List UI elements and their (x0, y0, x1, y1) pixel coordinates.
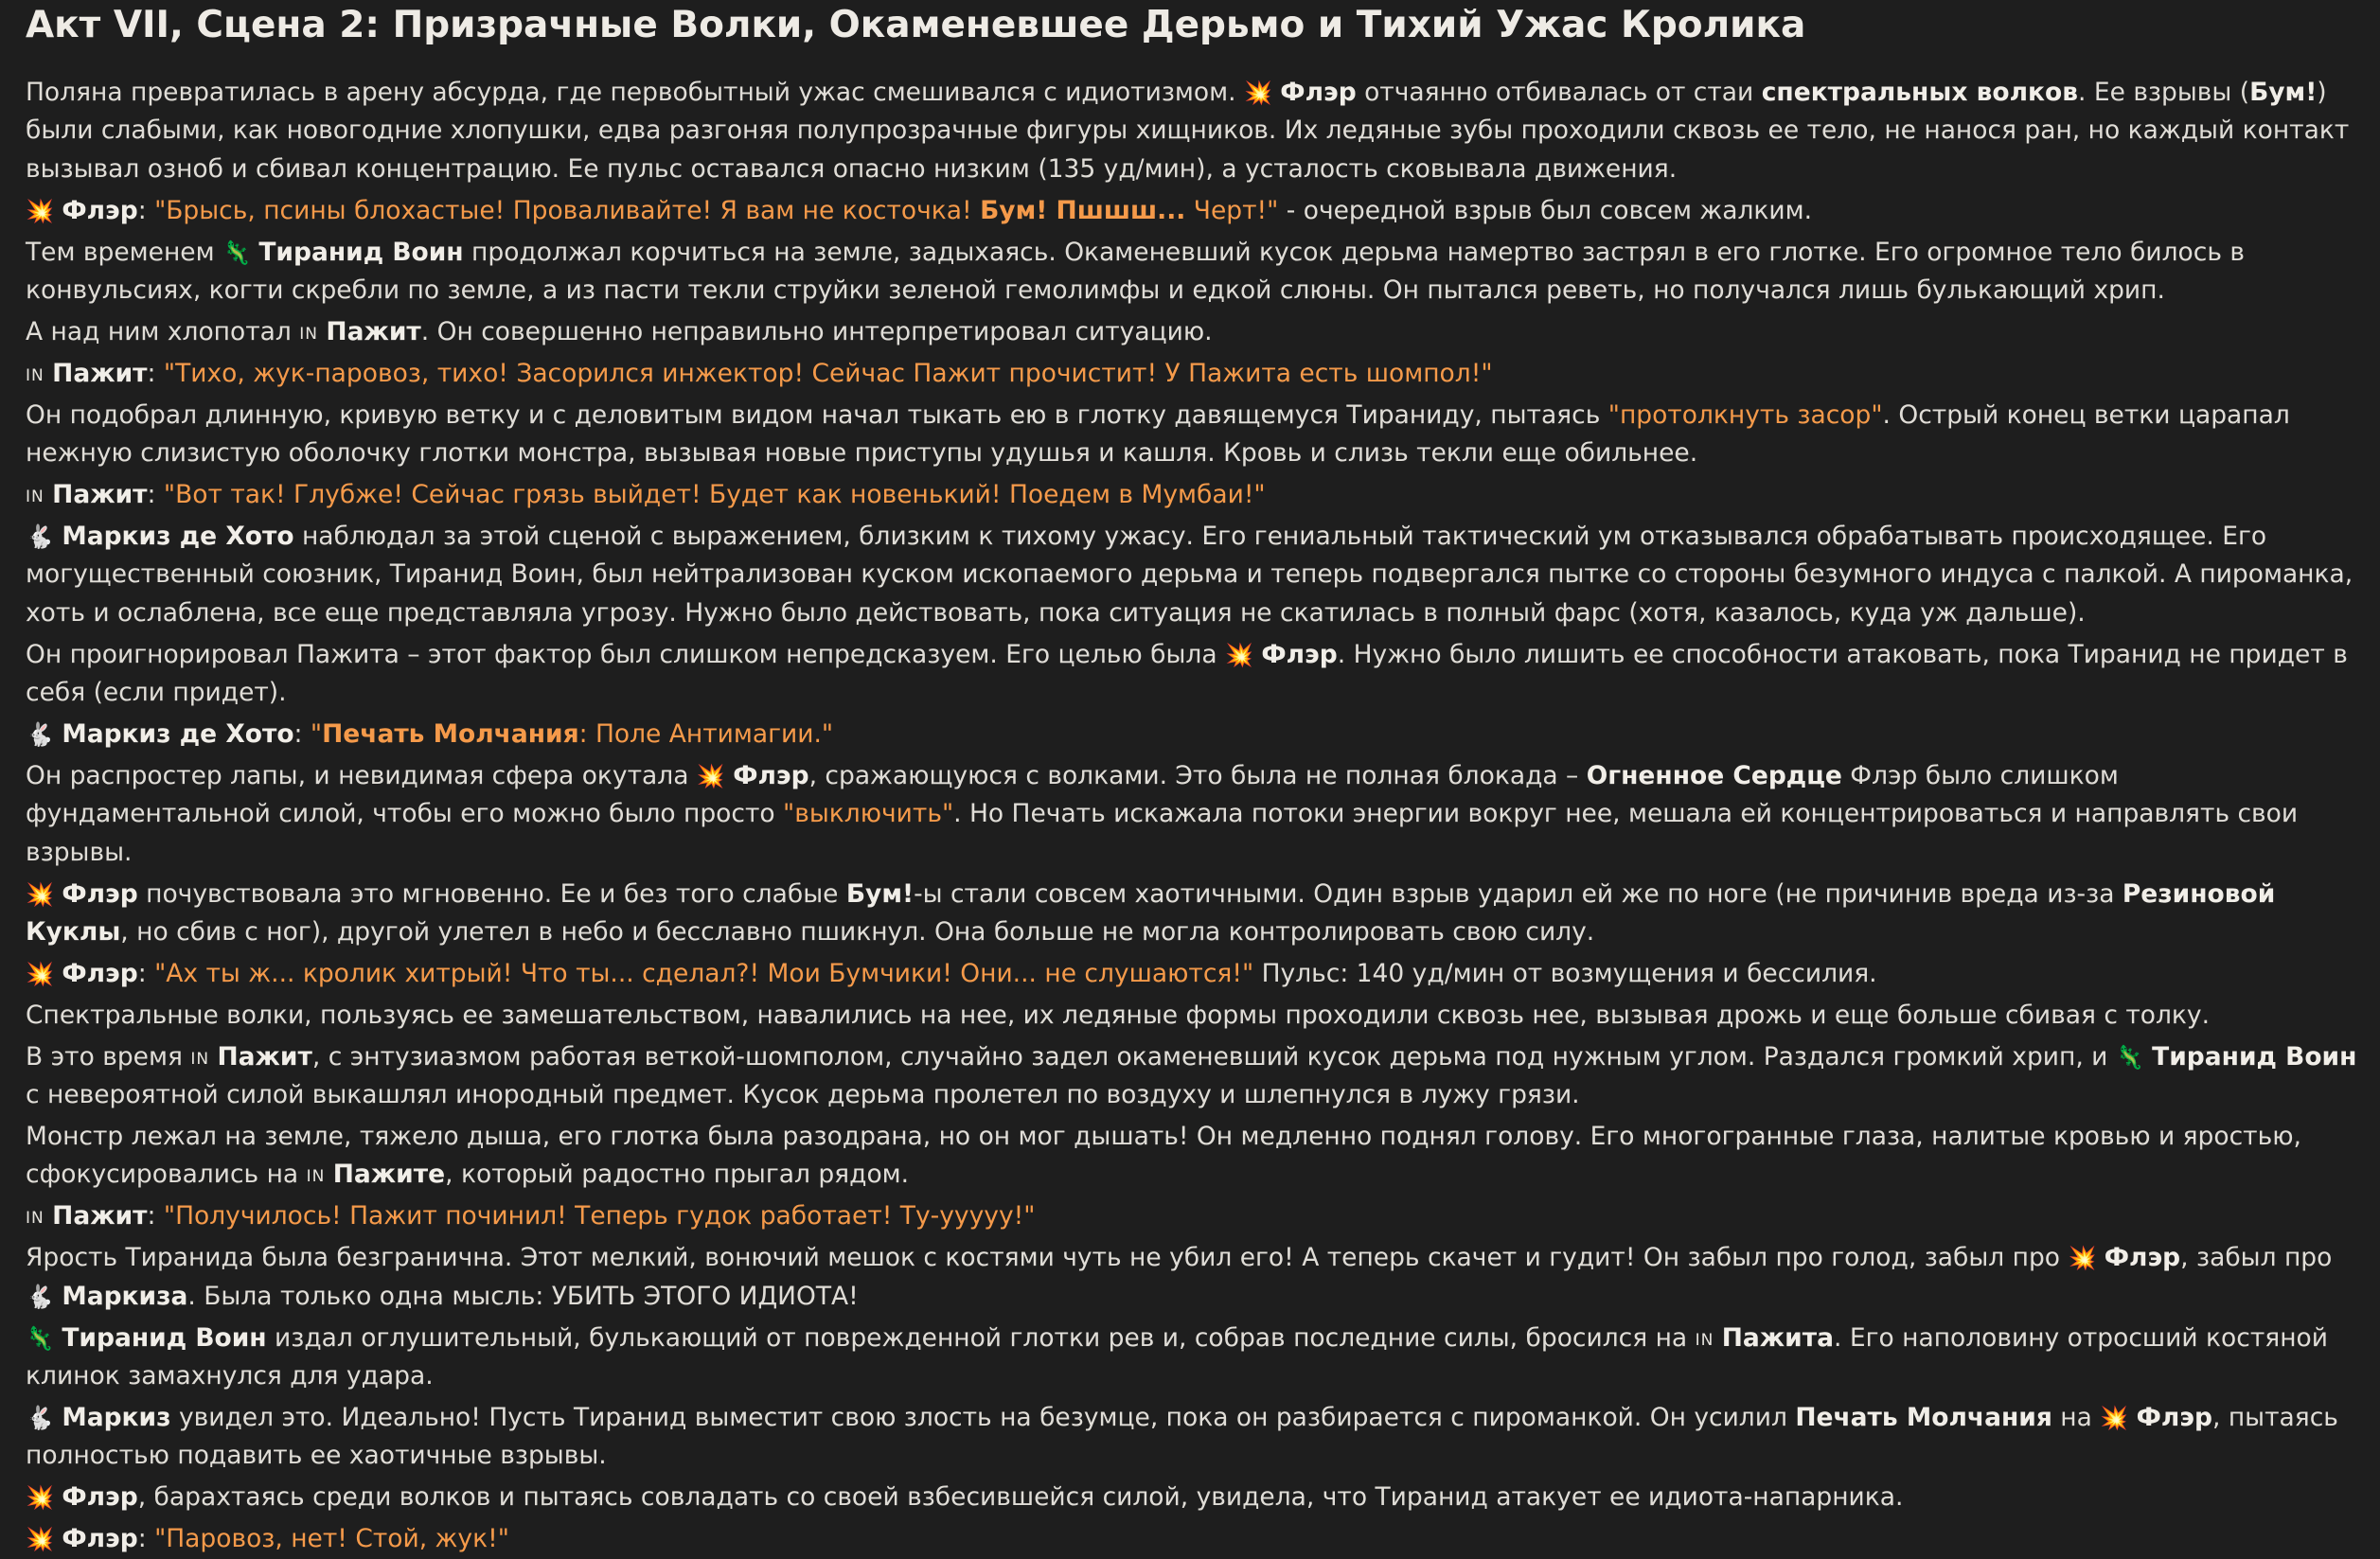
character-name: Маркиз де Хото (62, 719, 294, 749)
dialogue-quote: Черт!" (1185, 195, 1279, 225)
dialogue-quote: "Вот так! Глубже! Сейчас грязь выйдет! Будет как новенький! Поедем в Мумбаи!" (163, 480, 1266, 510)
explosion-icon: 💥 (26, 960, 54, 987)
text-run: , с энтузиазмом работая веткой-шомполом, случайно задел окаменевший кусок дерьма под нужным углом. Раздался громкий хрип, и (311, 1041, 2116, 1072)
character-name: Флэр (62, 1482, 138, 1513)
text-run: . Нужно было лишить ее способности атаковать, пока Тиранид не придет в себя (если придет). (26, 639, 2348, 708)
story-paragraph (26, 716, 2363, 753)
text-run (325, 1160, 332, 1189)
story-paragraph (26, 636, 2363, 713)
character-name: Флэр (62, 1524, 138, 1554)
dialogue-quote: "Брысь, псины блохастые! Проваливайте! Я вам не косточка! (154, 195, 981, 225)
story-paragraph (26, 1320, 2363, 1396)
character-name: Бум! (845, 878, 915, 909)
dialogue-quote: "выключить" (783, 799, 954, 829)
text-run: -ы стали совсем хаотичными. Один взрыв ударил ей же по ноге (не причинив вреда из-за (914, 878, 2122, 909)
text-run: Поляна превратилась в арену абсурда, где первобытный ужас смешивался с идиотизмом. (26, 78, 1244, 107)
text-run: на (2051, 1402, 2101, 1432)
character-name: Печать Молчания (1795, 1402, 2052, 1432)
character-name: Флэр (62, 878, 138, 909)
story-paragraph (26, 1118, 2363, 1195)
story-paragraph (26, 518, 2363, 632)
bold-term: Печать Молчания (322, 719, 579, 749)
explosion-icon: 💥 (1243, 80, 1272, 106)
text-run (2096, 1243, 2104, 1272)
text-run: . Острый конец ветки царапал нежную слизистую оболочку глотки монстра, вызывая новые приступы удушья и кашля. Кровь и слизь текли еще обильнее. (26, 399, 2290, 469)
character-name: Пажит (52, 358, 148, 388)
text-run: Тем временем (26, 237, 222, 267)
text-run: , барахтаясь среди волков и пытаясь совладать со своей взбесившейся силой, увидела, что Тиранид атакует ее идиота-напарника. (137, 1482, 1904, 1513)
character-name: Флэр (733, 760, 809, 790)
explosion-icon: 💥 (26, 197, 54, 224)
story-paragraph (26, 355, 2363, 393)
lizard-icon: 🦎 (26, 1324, 54, 1352)
text-run: : (147, 480, 164, 510)
rabbit-icon: 🐇 (26, 1404, 54, 1431)
text-run: Пульс: 140 уд/мин от возмущения и бессилия. (1253, 958, 1877, 988)
rabbit-icon: 🐇 (26, 721, 54, 748)
text-run: - очередной взрыв был совсем жалким. (1278, 195, 1813, 225)
character-name: Пажита (1721, 1322, 1834, 1353)
character-name: Флэр (2104, 1243, 2181, 1273)
india-flag-icon: IN (1695, 1330, 1714, 1350)
story-paragraph (26, 1520, 2363, 1558)
dialogue-quote: "протолкнуть засор" (1607, 399, 1883, 430)
text-run: , забыл про (2180, 1243, 2333, 1273)
text-run: почувствовала это мгновенно. Ее и без того слабые (137, 878, 846, 909)
text-run: издал оглушительный, булькающий от поврежденной глотки рев и, собрав последние силы, бросился на (266, 1322, 1696, 1353)
text-run: . Он совершенно неправильно интерпретировал ситуацию. (420, 316, 1213, 346)
rabbit-icon: 🐇 (26, 523, 54, 550)
explosion-icon: 💥 (26, 880, 54, 908)
story-paragraph (26, 876, 2363, 952)
character-name: Тиранид Воин (2152, 1041, 2357, 1072)
character-name: Пажит (52, 1201, 148, 1231)
text-run: : (137, 195, 155, 225)
character-name: Бум! (2249, 78, 2318, 107)
text-run: Ярость Тиранида была безгранична. Этот мелкий, вонючий мешок с костями чуть не убил его! А теперь скачет и гудит! Он забыл про голод, забыл про (26, 1243, 2069, 1273)
explosion-icon: 💥 (696, 762, 725, 789)
character-name: Резиновой Куклы (26, 878, 2276, 948)
story-paragraph (26, 476, 2363, 514)
text-run: ) были слабыми, как новогодние хлопушки, едва разгоняя полупрозрачные фигуры хищников. Их ледяные зубы проходили сквозь ее тело, не нанося ран, но каждый контакт вызывал озноб и сбивал концентрацию. Ее пульс оставался опасно низким (135 уд/мин), а усталость сковывала движения. (26, 78, 2350, 184)
text-run: Он проигнорировал Пажита – этот фактор был слишком непредсказуем. Его целью была (26, 639, 1226, 669)
character-name: Флэр (2136, 1402, 2212, 1432)
text-run: : (147, 1201, 164, 1231)
text-run (44, 359, 52, 388)
lizard-icon: 🦎 (222, 239, 251, 266)
text-run (54, 1524, 62, 1553)
india-flag-icon: IN (299, 324, 318, 344)
story-paragraph (26, 1038, 2363, 1115)
text-run: , пытаясь полностью подавить ее хаотичные взрывы. (26, 1402, 2338, 1471)
character-name: Флэр (1280, 78, 1357, 107)
dialogue-quote (322, 719, 579, 749)
text-run (1714, 1323, 1721, 1353)
dialogue-quote: "Ах ты ж... кролик хитрый! Что ты... сделал?! Мои Бумчики! Они... не слушаются!" (154, 958, 1254, 988)
character-name: Пажит (52, 480, 148, 510)
rabbit-icon: 🐇 (26, 1283, 54, 1310)
character-name: Флэр (62, 195, 138, 225)
character-name: Пажит (326, 316, 421, 346)
dialogue-quote: "Тихо, жук-паровоз, тихо! Засорился инжектор! Сейчас Пажит прочистит! У Пажита есть шомпол!" (163, 358, 1493, 388)
india-flag-icon: IN (26, 365, 44, 385)
character-name: Тиранид Воин (62, 1322, 267, 1353)
text-run: В это время (26, 1041, 191, 1072)
story-paragraph (26, 1239, 2363, 1316)
text-run (725, 761, 733, 790)
text-run: : (147, 358, 164, 388)
character-name: Маркиз де Хото (62, 521, 294, 551)
story-paragraph (26, 757, 2363, 872)
scene-title: Акт VII, Сцена 2: Призрачные Волки, Окаменевшее Дерьмо и Тихий Ужас Кролика (26, 4, 1806, 46)
text-run (209, 1042, 217, 1072)
explosion-icon: 💥 (26, 1526, 54, 1553)
dialogue-quote: "Паровоз, нет! Стой, жук!" (154, 1524, 509, 1554)
story-text (26, 74, 2363, 1559)
text-run (44, 1201, 52, 1231)
text-run: : (293, 719, 311, 749)
text-run: Он подобрал длинную, кривую ветку и с деловитым видом начал тыкать ею в глотку давящемуся Тираниду, пытаясь (26, 399, 1608, 430)
story-paragraph (26, 997, 2363, 1035)
text-run (44, 480, 52, 509)
story-paragraph (26, 313, 2363, 351)
lizard-icon: 🦎 (2115, 1043, 2144, 1071)
explosion-icon: 💥 (2068, 1245, 2097, 1272)
story-paragraph (26, 955, 2363, 993)
bold-term: Бум! Пшшш... (980, 195, 1186, 225)
character-name: Маркиза (62, 1281, 188, 1311)
dialogue-quote: " (310, 719, 323, 749)
text-run: увидел это. Идеально! Пусть Тиранид выместит свою злость на безумце, пока он разбирается с пироманкой. Он усилил (170, 1402, 1796, 1432)
text-run: Монстр лежал на земле, тяжело дыша, его глотка была разодрана, но он мог дышать! Он медленно поднял голову. Его многогранные глаза, налитые кровью и яростью, сфокусировались на (26, 1122, 2301, 1190)
text-run: . Но Печать искажала потоки энергии вокруг нее, мешала ей концентрироваться и направлять свои взрывы. (26, 799, 2299, 867)
dialogue-quote (980, 196, 1185, 225)
india-flag-icon: IN (306, 1167, 326, 1187)
character-name: Пажит (217, 1041, 312, 1072)
text-run: . Была только одна мысль: УБИТЬ ЭТОГО ИДИОТА! (187, 1281, 859, 1311)
story-paragraph (26, 74, 2363, 188)
explosion-icon: 💥 (26, 1484, 54, 1512)
explosion-icon: 💥 (1225, 641, 1253, 668)
story-paragraph (26, 1399, 2363, 1476)
text-run: , сражающуюся с волками. Это была не полная блокада – (808, 760, 1587, 790)
story-paragraph (26, 192, 2363, 230)
character-name: Флэр (62, 958, 138, 988)
text-run: А над ним хлопотал (26, 316, 300, 346)
dialogue-quote: : Поле Антимагии." (578, 719, 834, 749)
story-paragraph (26, 397, 2363, 473)
text-run: Спектральные волки, пользуясь ее замешательством, навалились на нее, их ледяные формы проходили сквозь нее, вызывая дрожь и еще больше сбивая с толку. (26, 1000, 2211, 1030)
india-flag-icon: IN (26, 487, 44, 507)
text-run: , который радостно прыгал рядом. (445, 1160, 910, 1190)
text-run: . Его наполовину отросший костяной клинок замахнулся для удара. (26, 1322, 2328, 1391)
story-paragraph (26, 1197, 2363, 1235)
text-run (2144, 1042, 2152, 1072)
text-run: с невероятной силой выкашлял инородный предмет. Кусок дерьма пролетел по воздуху и шлепнулся в лужу грязи. (26, 1080, 1580, 1110)
india-flag-icon: IN (26, 1209, 44, 1229)
text-run (2128, 1403, 2136, 1432)
character-name: Пажите (332, 1160, 446, 1190)
character-name: Маркиз (62, 1402, 171, 1432)
character-name: Огненное Сердце (1586, 760, 1842, 790)
text-run: : (137, 958, 155, 988)
text-run: наблюдал за этой сценой с выражением, близким к тихому ужасу. Его гениальный тактический ум отказывался обрабатывать происходящее. Его могущественный союзник, Тиранид Воин, был нейтрализован куском ископаемого дерьма и теперь подвергался пытке со стороны безумного индуса с палкой. А пироманка, хоть и ослаблена, все еще представляла угрозу. Нужно было действовать, пока ситуация не скатилась в полный фарс (хотя, казалось, куда уж дальше). (26, 521, 2353, 628)
text-run: : (137, 1524, 155, 1554)
text-run: Он распростер лапы, и невидимая сфера окутала (26, 760, 697, 790)
character-name: Флэр (1261, 639, 1338, 669)
india-flag-icon: IN (190, 1049, 210, 1069)
text-run: . Ее взрывы ( (2078, 78, 2250, 107)
story-paragraph (26, 1479, 2363, 1516)
character-name: Тиранид Воин (258, 237, 464, 267)
story-paragraph (26, 234, 2363, 310)
explosion-icon: 💥 (2100, 1404, 2129, 1431)
text-run: отчаянно отбивалась от стаи (1356, 78, 1762, 107)
character-name: спектральных волков (1761, 78, 2078, 107)
text-run: продолжал корчиться на земле, задыхаясь. Окаменевший кусок дерьма намертво застрял в его глотке. Его огромное тело билось в конвульсиях, когти скребли по земле, а из пасти текли струйки зеленой гемолимфы и едкой слюны. Он пытался реветь, но получался лишь булькающий хрип. (26, 237, 2245, 306)
text-run: Флэр было слишком фундаментальной силой, чтобы его можно было просто (26, 760, 2119, 829)
dialogue-quote: "Получилось! Пажит починил! Теперь гудок работает! Ту-ууууу!" (163, 1201, 1036, 1231)
text-run: , но сбив с ног), другой улетел в небо и бесславно пшикнул. Она больше не могла контролировать свою силу. (120, 917, 1595, 948)
